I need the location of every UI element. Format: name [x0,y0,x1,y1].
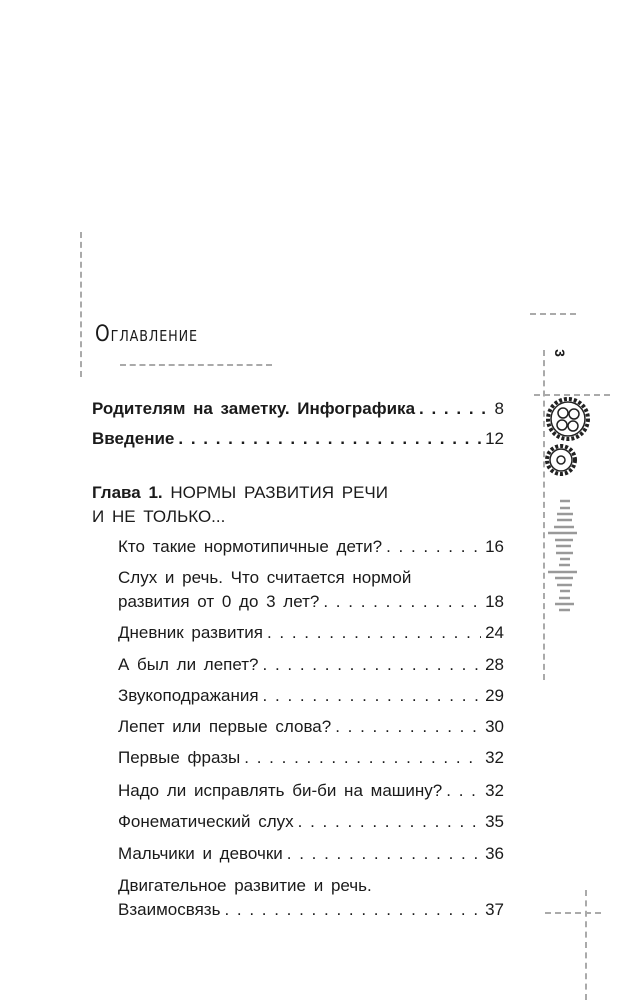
entry-page: 32 [485,781,504,800]
entry-label: Надо ли исправлять би-би на машину? [118,781,443,800]
toc-entry[interactable] [118,810,504,834]
toc-entry[interactable] [118,653,504,677]
entry-label: Лепет или первые слова? [118,717,332,736]
toc-entry[interactable] [118,684,504,708]
dot-leader [267,621,481,645]
dot-leader [386,535,481,559]
chapter-prefix: Глава 1. [92,483,163,502]
dot-leader [298,810,481,834]
entry-label: Фонематический слух [118,812,294,831]
sound-wave-icon [545,497,585,612]
entry-label: Звукоподражания [118,686,259,705]
entry-label: Родителям на заметку. Инфографика [92,399,416,418]
entry-page: 18 [485,592,504,611]
dashed-line [120,364,272,366]
entry-page: 29 [485,686,504,705]
entry-page: 8 [494,399,504,418]
entry-page: 16 [485,537,504,556]
dashed-line [545,912,601,914]
toc-entry[interactable] [118,621,504,645]
dot-leader [446,779,481,803]
entry-label: развития от 0 до 3 лет? [118,592,320,611]
chapter-title: НОРМЫ РАЗВИТИЯ РЕЧИ [170,483,388,502]
toc-entry[interactable] [118,590,504,614]
dashed-line [585,890,587,1000]
dot-leader [335,715,481,739]
entry-label: Мальчики и девочки [118,844,283,863]
entry-label: Первые фразы [118,748,241,767]
entry-label: Взаимосвязь [118,900,221,919]
dot-leader [419,397,491,421]
dot-leader [323,590,481,614]
dot-leader [224,898,481,922]
toc-entry[interactable] [118,715,504,739]
toc-entry[interactable] [92,427,504,451]
entry-page: 24 [485,623,504,642]
entry-page: 32 [485,748,504,767]
entry-label: А был ли лепет? [118,655,259,674]
dot-leader [244,746,481,770]
dot-leader [178,427,481,451]
entry-page: 30 [485,717,504,736]
toc-entry[interactable] [118,898,504,922]
toc-entry[interactable] [118,535,504,559]
entry-page: 28 [485,655,504,674]
toc-entry[interactable] [118,746,504,770]
dot-leader [263,684,482,708]
chapter-title-line2: И НЕ ТОЛЬКО... [92,507,226,526]
page-number: 3 [551,349,568,357]
toc-entry[interactable] [92,397,504,421]
entry-label-line1: Двигательное развитие и речь. [118,876,372,895]
entry-label: Дневник развития [118,623,263,642]
chapter-heading[interactable] [92,481,388,505]
page-title: Оглавление [95,322,198,347]
toc-entry[interactable] [118,779,504,803]
entry-page: 35 [485,812,504,831]
dashed-line [80,232,82,377]
gears-icon [540,394,610,484]
entry-label: Кто такие нормотипичные дети? [118,537,383,556]
toc-entry[interactable] [118,842,504,866]
entry-label: Введение [92,429,175,448]
dot-leader [287,842,481,866]
dot-leader [263,653,482,677]
dashed-line [530,313,576,315]
entry-page: 12 [485,429,504,448]
entry-page: 37 [485,900,504,919]
entry-label-line1: Слух и речь. Что считается нормой [118,568,412,587]
entry-page: 36 [485,844,504,863]
